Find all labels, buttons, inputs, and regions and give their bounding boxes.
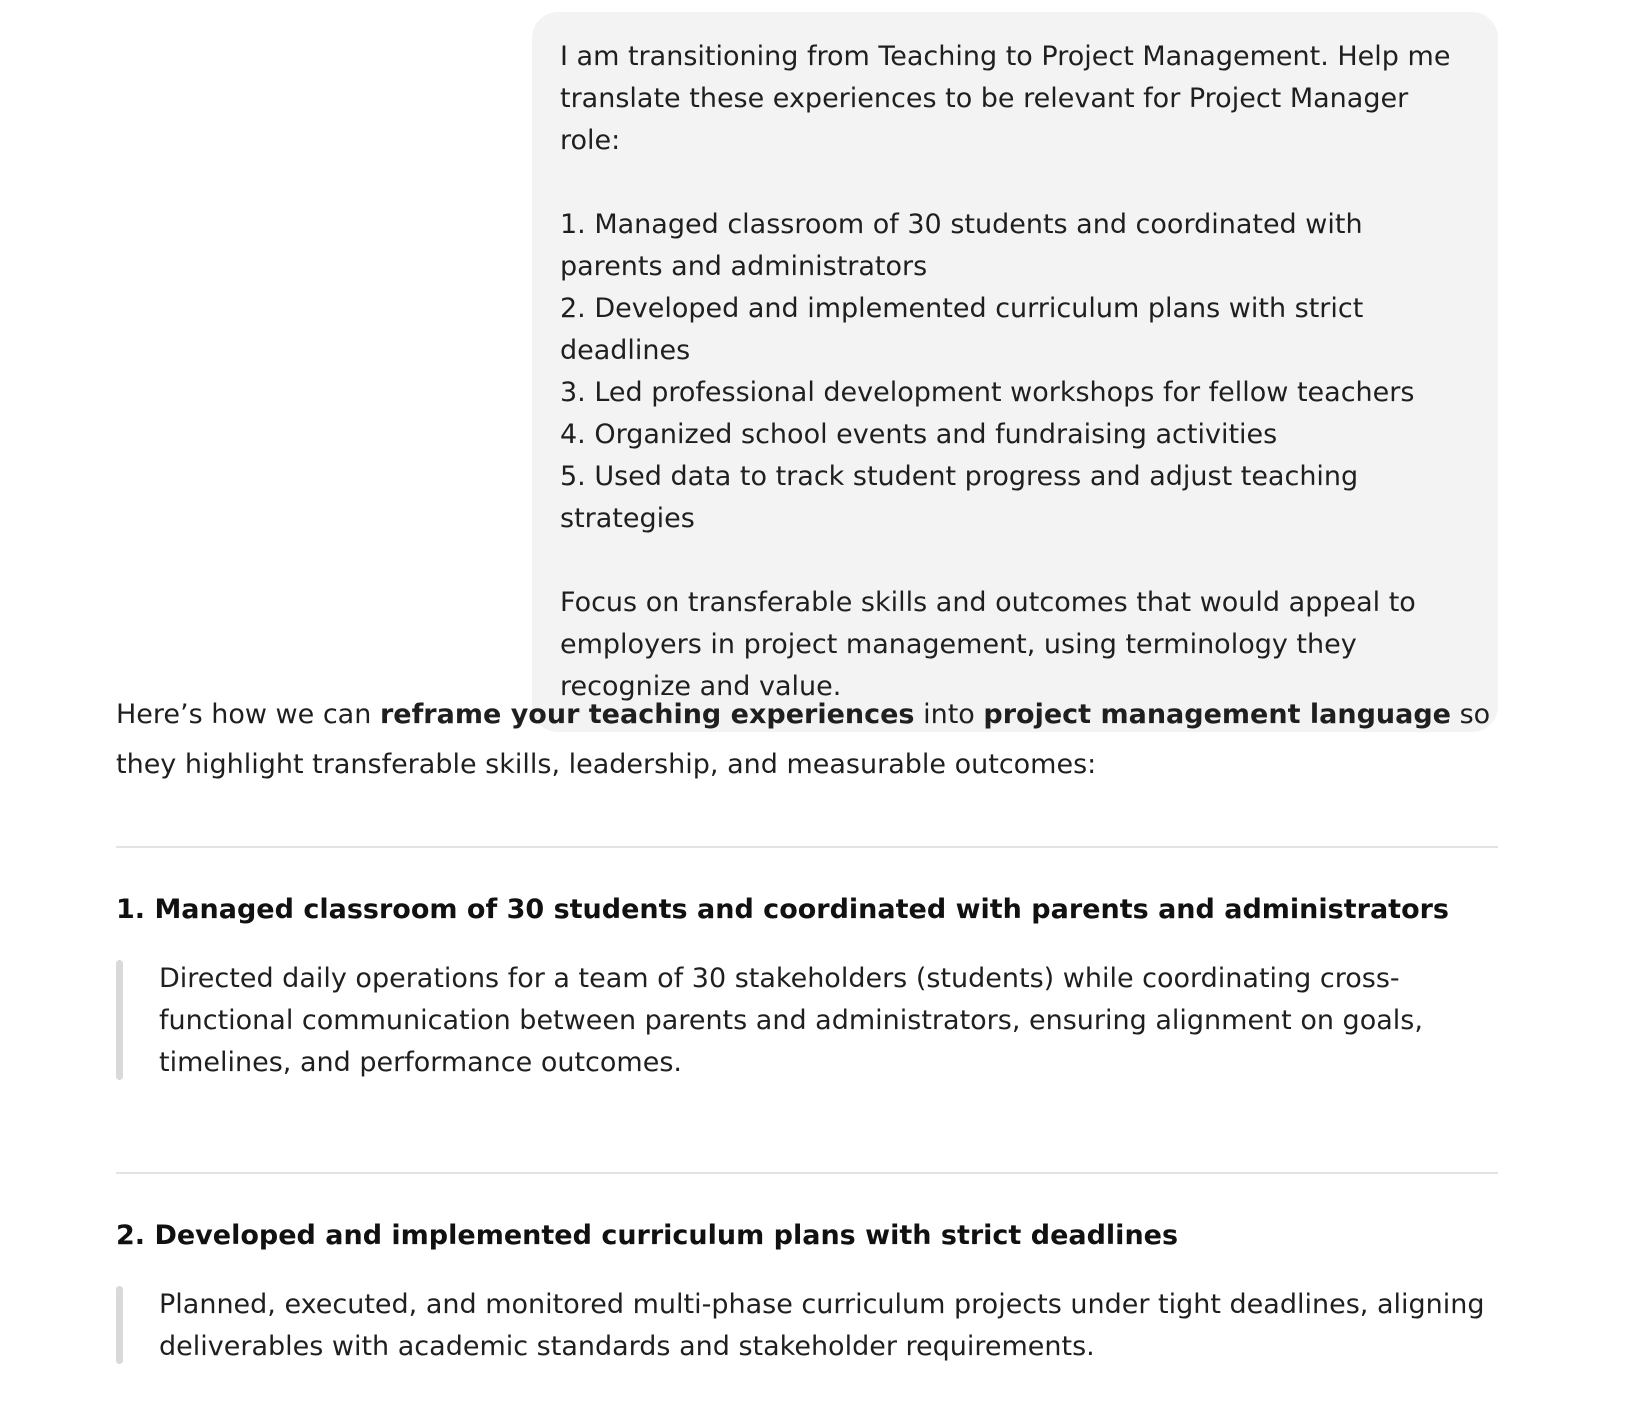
user-message-item: 1. Managed classroom of 30 students and coordinated with parents and administrators — [560, 209, 1363, 282]
assistant-response — [116, 690, 1498, 1362]
section-heading: 1. Managed classroom of 30 students and coordinated with parents and administrators — [116, 894, 1450, 925]
section-blockquote — [116, 958, 1498, 1084]
intro-text: so they highlight transferable skills, leadership, and measurable outcomes: — [116, 699, 1491, 780]
user-message-item: 5. Used data to track student progress and adjust teaching strategies — [560, 461, 1359, 534]
user-message-intro: I am transitioning from Teaching to Project Management. Help me translate these experiences to be relevant for Project Manager role: — [560, 41, 1451, 156]
section-heading: 2. Developed and implemented curriculum plans with strict deadlines — [116, 1220, 1179, 1251]
blockquote-text: Planned, executed, and monitored multi-phase curriculum projects under tight deadlines, aligning deliverables with academic standards and stakeholder requirements. — [159, 1289, 1485, 1362]
user-message-closing: Focus on transferable skills and outcomes that would appeal to employers in project management, using terminology they recognize and value. — [560, 587, 1416, 702]
intro-text: Here’s how we can — [116, 699, 380, 730]
blockquote-text: Directed daily operations for a team of 30 stakeholders (students) while coordinating cross-functional communication between parents and administrators, ensuring alignment on goals, timelines, and performance outcomes. — [159, 963, 1423, 1078]
intro-bold-text: reframe your teaching experiences — [379, 699, 915, 730]
section-blockquote — [116, 1284, 1498, 1368]
user-message-bubble — [532, 12, 1498, 732]
intro-bold-text: project management language — [983, 699, 1451, 730]
intro-text: into — [914, 699, 984, 730]
section-divider — [116, 846, 1498, 848]
response-intro — [116, 690, 1498, 790]
paragraph-gap — [560, 540, 1470, 582]
user-message-item: 4. Organized school events and fundraising activities — [560, 419, 1278, 450]
section-divider — [116, 1172, 1498, 1174]
user-message-item: 3. Led professional development workshops for fellow teachers — [560, 377, 1415, 408]
user-message-item: 2. Developed and implemented curriculum plans with strict deadlines — [560, 293, 1364, 366]
paragraph-gap — [560, 162, 1470, 204]
